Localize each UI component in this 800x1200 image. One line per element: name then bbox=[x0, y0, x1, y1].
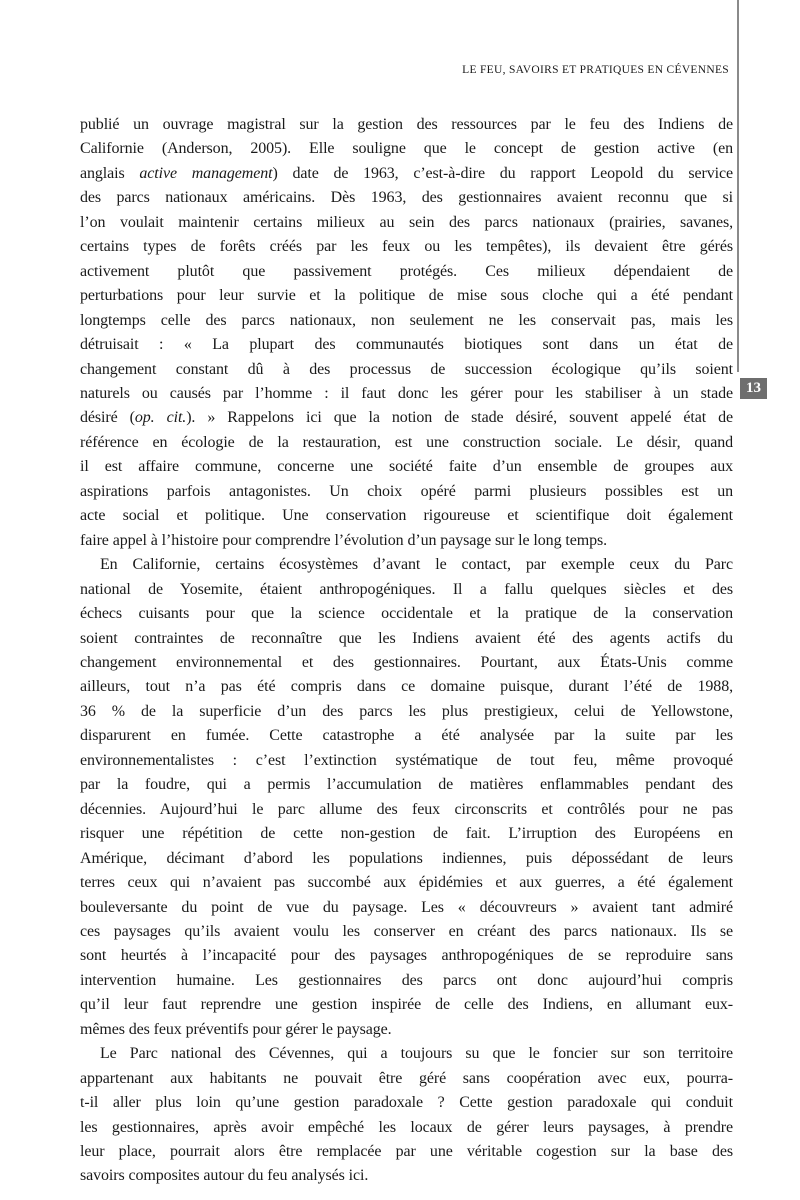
paragraph bbox=[80, 553, 733, 1042]
running-header: LE FEU, SAVOIRS ET PRATIQUES EN CÉVENNES bbox=[462, 64, 729, 76]
text-line: l’on voulait maintenir certains milieux au sein des parcs nationaux (prairies, savanes, bbox=[80, 213, 733, 231]
text-line: Le Parc national des Cévennes, qui a toujours su que le foncier sur son territoire bbox=[100, 1045, 733, 1063]
text-line: sont heurtés à l’incapacité pour des paysages anthropogéniques de se reproduire sans bbox=[80, 947, 733, 965]
text-line: leur place, pourrait alors être remplacée par une véritable cogestion sur la base des bbox=[80, 1143, 733, 1161]
text-line: 36 % de la superficie d’un des parcs les plus prestigieux, celui de Yellowstone, bbox=[80, 702, 733, 720]
text-line: faire appel à l’histoire pour comprendre l’évolution d’un paysage sur le long temps. bbox=[80, 531, 607, 549]
text-line: bouleversante du point de vue du paysage. Les « découvreurs » avaient tant admiré bbox=[80, 898, 733, 916]
text-line: publié un ouvrage magistral sur la gestion des ressources par le feu des Indiens de bbox=[80, 116, 733, 133]
paragraph bbox=[80, 1042, 733, 1189]
text-line: t-il aller plus loin qu’une gestion paradoxale ? Cette gestion paradoxale qui conduit bbox=[80, 1094, 733, 1112]
text-line: En Californie, certains écosystèmes d’avant le contact, par exemple ceux du Parc bbox=[100, 556, 733, 574]
text-line: il est affaire commune, concerne une société faite d’un ensemble de groupes aux bbox=[80, 458, 733, 476]
text-line: qu’il leur faut reprendre une gestion inspirée de celle des Indiens, en allumant eux- bbox=[80, 996, 733, 1014]
text-line: par la foudre, qui a permis l’accumulation de matières enflammables pendant des bbox=[80, 776, 733, 794]
text-line: activement plutôt que passivement protégés. Ces milieux dépendaient de bbox=[80, 262, 733, 280]
text-line: naturels ou causés par l’homme : il faut donc les gérer pour les stabiliser à un stade bbox=[80, 384, 733, 402]
text-line: longtemps celle des parcs nationaux, non seulement ne les conservait pas, mais les bbox=[80, 311, 733, 329]
text-line: appartenant aux habitants ne pouvait être géré sans coopération avec eux, pourra- bbox=[80, 1069, 733, 1087]
text-line: décennies. Aujourd’hui le parc allume des feux circonscrits et contrôlés pour ne pas bbox=[80, 800, 733, 818]
text-line: Amérique, décimant d’abord les populations indiennes, puis dépossédant de leurs bbox=[80, 849, 733, 867]
text-line: environnementalistes : c’est l’extinction systématique de tout feu, même provoqué bbox=[80, 751, 733, 769]
text-line: les gestionnaires, après avoir empêché les locaux de gérer leurs paysages, à prendre bbox=[80, 1118, 733, 1136]
page-number: 13 bbox=[740, 378, 767, 399]
text-segment: anglais bbox=[80, 164, 140, 182]
text-line: Californie (Anderson, 2005). Elle souligne que le concept de gestion active (en bbox=[80, 140, 733, 158]
text-segment: ) date de 1963, c’est-à-dire du rapport Leopold du service bbox=[272, 164, 733, 182]
text-line: intervention humaine. Les gestionnaires des parcs ont donc aujourd’hui compris bbox=[80, 971, 733, 989]
text-line bbox=[80, 406, 733, 430]
text-line: échecs cuisants pour que la science occidentale et la pratique de la conservation bbox=[80, 605, 733, 623]
text-line: ces paysages qu’ils avaient voulu les conserver en créant des parcs nationaux. Ils se bbox=[80, 922, 733, 940]
text-line: changement constant dû à des processus de succession écologique qu’ils soient bbox=[80, 360, 733, 378]
text-line: risquer une répétition de cette non-gestion de fait. L’irruption des Européens en bbox=[80, 825, 733, 843]
text-line: savoirs composites autour du feu analysés ici. bbox=[80, 1167, 369, 1185]
italic-text: active management bbox=[139, 164, 273, 182]
text-segment: désiré ( bbox=[80, 409, 135, 427]
text-line: référence en écologie de la restauration, est une construction sociale. Le désir, quand bbox=[80, 433, 733, 451]
text-line: des parcs nationaux américains. Dès 1963, des gestionnaires avaient reconnu que si bbox=[80, 189, 733, 207]
text-line: perturbations pour leur survie et la politique de mise sous cloche qui a été pendant bbox=[80, 287, 733, 305]
text-line: mêmes des feux préventifs pour gérer le paysage. bbox=[80, 1020, 392, 1038]
text-line: changement environnemental et des gestionnaires. Pourtant, aux États-Unis comme bbox=[80, 653, 733, 671]
text-segment: ). » Rappelons ici que la notion de stade désiré, souvent appelé état de bbox=[186, 409, 734, 427]
text-line: soient contraintes de reconnaître que les Indiens avaient été des agents actifs du bbox=[80, 629, 733, 647]
text-line: terres ceux qui n’avaient pas succombé aux épidémies et aux guerres, a été également bbox=[80, 874, 733, 892]
text-line: acte social et politique. Une conservation rigoureuse et scientifique doit également bbox=[80, 507, 733, 525]
body-text bbox=[80, 113, 733, 1189]
text-line bbox=[80, 162, 733, 186]
italic-text: op. cit. bbox=[134, 409, 187, 427]
text-line: aspirations parfois antagonistes. Un choix opéré parmi plusieurs possibles est un bbox=[80, 482, 733, 500]
text-line: certains types de forêts créés par les feux ou les tempêtes), ils devaient être gérés bbox=[80, 238, 733, 256]
text-line: disparurent en fumée. Cette catastrophe a été analysée par la suite par les bbox=[80, 727, 733, 745]
paragraph bbox=[80, 113, 733, 553]
text-line: détruisait : « La plupart des communautés biotiques sont dans un état de bbox=[80, 336, 733, 354]
text-line: ailleurs, tout n’a pas été compris dans ce domaine puisque, durant l’été de 1988, bbox=[80, 678, 733, 696]
margin-rule bbox=[737, 0, 739, 372]
text-line: national de Yosemite, étaient anthropogéniques. Il a fallu quelques siècles et des bbox=[80, 580, 733, 598]
